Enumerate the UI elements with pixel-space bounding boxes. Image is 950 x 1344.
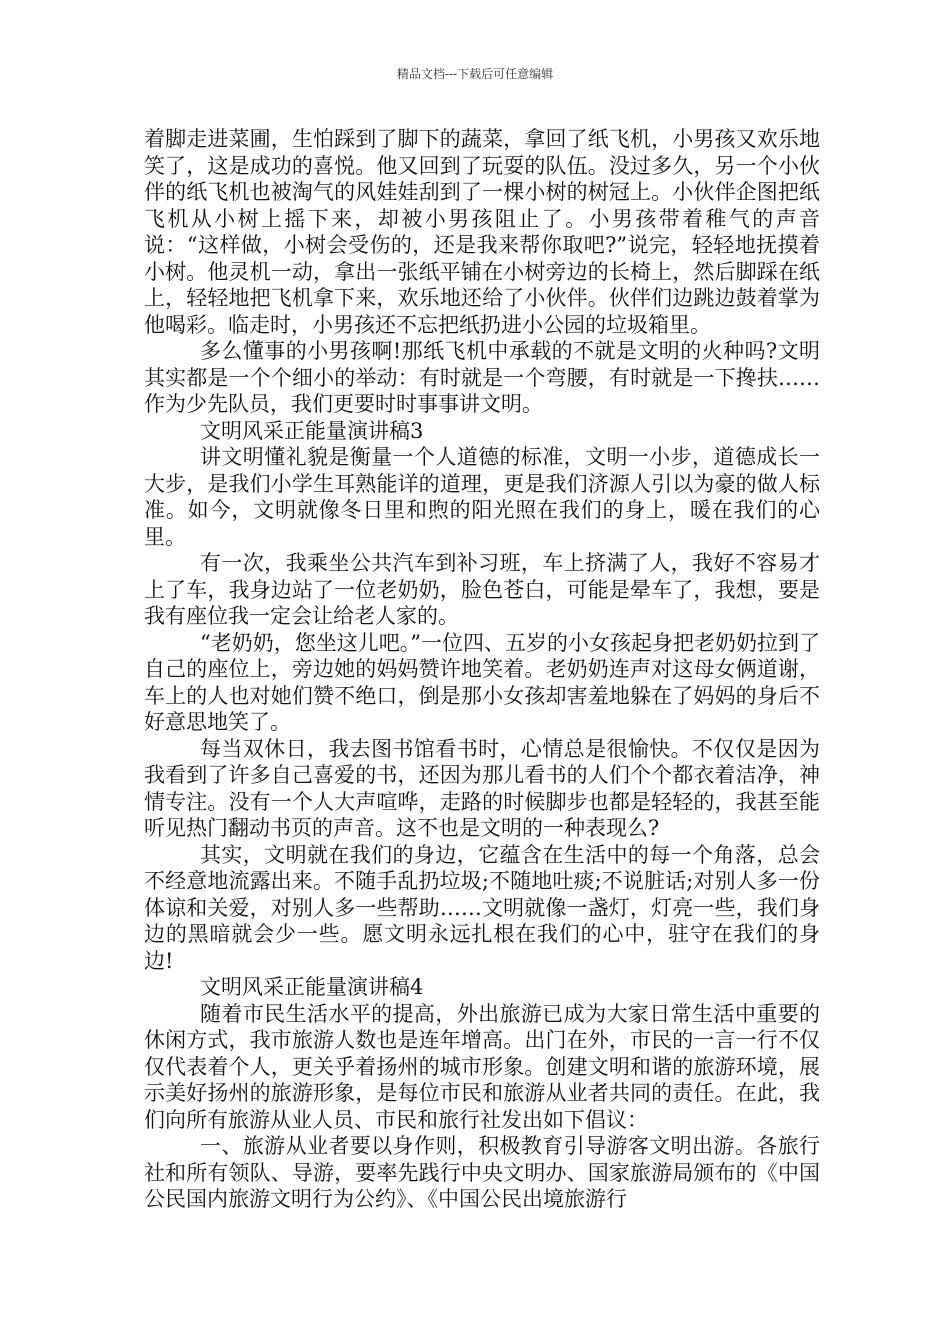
paragraph-continuation: 着脚走进菜圃，生怕踩到了脚下的蔬菜，拿回了纸飞机，小男孩又欢乐地笑了，这是成功的喜悦。他又回到了玩耍的队伍。没过多久，另一个小伙伴的纸飞机也被淘气的风娃娃刮到了一棵小树的树冠上。小伙伴企图把纸飞机从小树上摇下来，却被小男孩阻止了。小男孩带着稚气的声音说：“这样做，小树会受伤的，还是我来帮你取吧?”说完，轻轻地抚摸着小树。他灵机一动，拿出一张纸平铺在小树旁边的长椅上，然后脚踩在纸上，轻轻地把飞机拿下来，欢乐地还给了小伙伴。伙伴们边跳边鼓着掌为他喝彩。临走时，小男孩还不忘把纸扔进小公园的垃圾箱里。 [144,127,820,337]
paragraph: 有一次，我乘坐公共汽车到补习班，车上挤满了人，我好不容易才上了车，我身边站了一位老奶奶，脸色苍白，可能是晕车了，我想，要是我有座位我一定会让给老人家的。 [144,551,820,628]
document-body [144,126,820,1213]
section-heading: 文明风采正能量演讲稿4 [200,975,424,999]
paragraph: “老奶奶，您坐这儿吧。”一位四、五岁的小女孩起身把老奶奶拉到了自己的座位上，旁边她的妈妈赞许地笑着。老奶奶连声对这母女俩道谢，车上的人也对她们赞不绝口，倒是那小女孩却害羞地躲在了妈妈的身后不好意思地笑了。 [144,630,820,734]
section-heading: 文明风采正能量演讲稿3 [200,418,424,443]
paragraph: 一、旅游从业者要以身作则，积极教育引导游客文明出游。各旅行社和所有领队、导游，要率先践行中央文明办、国家旅游局颁布的《中国公民国内旅游文明行为公约》、《中国公民出境旅游行 [144,1134,820,1211]
paragraph: 随着市民生活水平的提高，外出旅游已成为大家日常生活中重要的休闲方式，我市旅游人数也是连年增高。出门在外，市民的一言一行不仅仅代表着个人，更关乎着扬州的城市形象。创建文明和谐的旅游环境，展示美好扬州的旅游形象，是每位市民和旅游从业者共同的责任。在此，我们向所有旅游从业人员、市民和旅行社发出如下倡议： [144,1001,820,1132]
paragraph: 其实，文明就在我们的身边，它蕴含在生活中的每一个角落，总会不经意地流露出来。不随手乱扔垃圾;不随地吐痰;不说脏话;对别人多一份体谅和关爱，对别人多一些帮助……文明就像一盏灯，灯亮一些，我们身边的黑暗就会少一些。愿文明永远扎根在我们的心中，驻守在我们的身边! [144,842,820,973]
paragraph: 多么懂事的小男孩啊!那纸飞机中承载的不就是文明的火种吗?文明其实都是一个个细小的举动：有时就是一个弯腰，有时就是一下搀扶……作为少先队员，我们更要时时事事讲文明。 [144,339,820,416]
paragraph: 讲文明懂礼貌是衡量一个人道德的标准，文明一小步，道德成长一大步，是我们小学生耳熟能详的道理，更是我们济源人引以为豪的做人标准。如今，文明就像冬日里和煦的阳光照在我们的身上，暖在我们的心里。 [144,445,820,549]
page-header: 精品文档---下载后可任意编辑 [396,67,554,81]
paragraph: 每当双休日，我去图书馆看书时，心情总是很愉快。不仅仅是因为我看到了许多自己喜爱的书，还因为那儿看书的人们个个都衣着洁净，神情专注。没有一个人大声喧哗，走路的时候脚步也都是轻轻的，我甚至能听见热门翻动书页的声音。这不也是文明的一种表现么? [144,736,820,840]
